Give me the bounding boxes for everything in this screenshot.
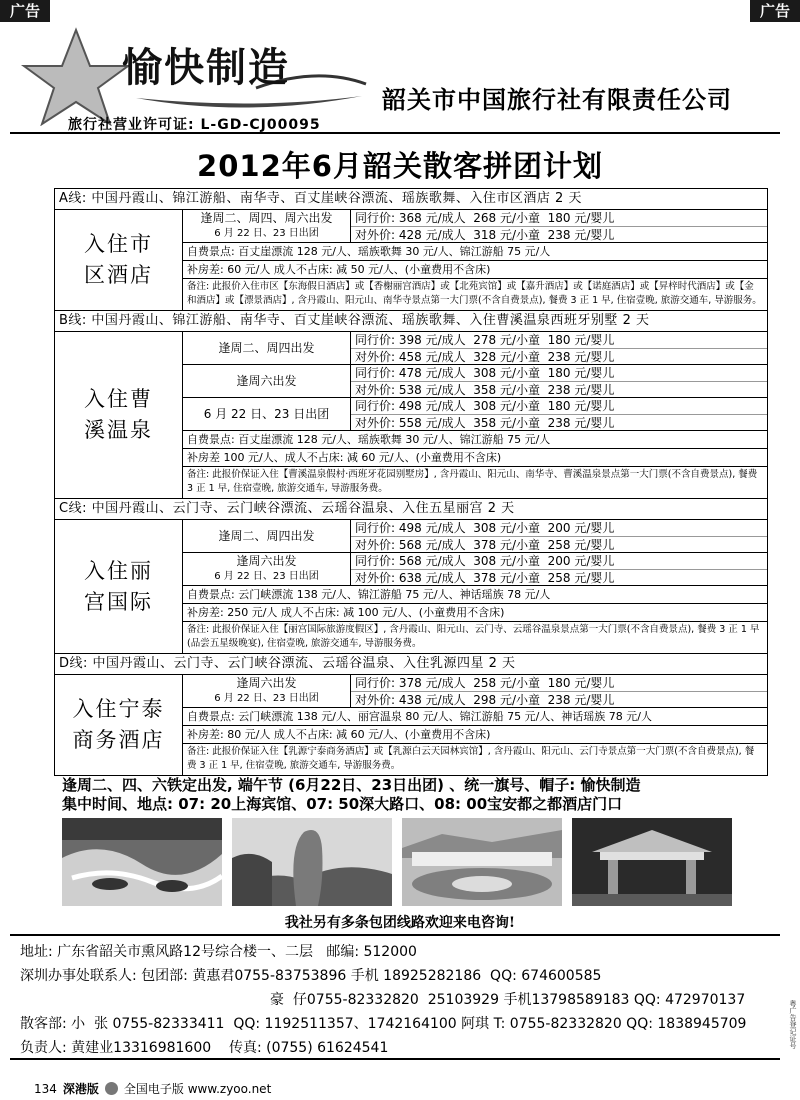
room-supplement: 补房差: 60 元/人 成人不占床: 减 50 元/人、(小童费用不含床): [183, 261, 767, 279]
plan-body: [55, 210, 767, 310]
trade-price-row: 同行价: 498 元/成人 308 元/小童 180 元/婴儿: [355, 399, 615, 413]
plan-route-line: D线: 中国丹霞山、云门寺、云门峡谷漂流、云瑶谷温泉、入住乳源四星 2 天: [55, 654, 767, 675]
departure-days: [183, 675, 351, 707]
haozai-contact-line: 豪 仔0755-82332820 25103929 手机13798589183 QQ: 472970137: [270, 992, 746, 1008]
hotel-label: [55, 210, 183, 310]
plan-note: 备注: 此报价保证入住【丽宫国际旅游度假区】, 含丹霞山、阳元山、云门寺、云瑶谷温泉景点第一大门票(不含自费景点), 餐费 3 正 1 早(品尝五星级晚宴), 住宿壹晚, 旅游交通车, 导游服务费。: [187, 624, 760, 649]
departure-text: 6 月 22 日、23 日出团: [214, 571, 319, 582]
price-group: [183, 365, 767, 398]
retail-price-row: 对外价: 568 元/成人 378 元/小童 258 元/婴儿: [351, 536, 767, 552]
trade-price-row: 同行价: 398 元/成人 278 元/小童 180 元/婴儿: [355, 333, 615, 347]
night-gate-photo: [572, 818, 732, 906]
room-supplement: 补房差: 250 元/人 成人不占床: 减 100 元/人、(小童费用不含床): [183, 604, 767, 622]
hotel-label: [55, 520, 183, 653]
retail-price-row: 对外价: 428 元/成人 318 元/小童 238 元/婴儿: [351, 226, 767, 242]
trade-price-row: 同行价: 498 元/成人 308 元/小童 200 元/婴儿: [355, 521, 615, 535]
manager-contact-line: 负责人: 黄建业13316981600 传真: (0755) 61624541: [20, 1040, 389, 1056]
hotel-label-line: 入住曹: [84, 387, 153, 411]
plan-route-line: A线: 中国丹霞山、锦江游船、南华寺、百丈崖峡谷漂流、瑶族歌舞、入住市区酒店 2 天: [55, 189, 767, 210]
room-supplement: 补房差: 80 元/人 成人不占床: 减 60 元/人、(小童费用不含床): [183, 726, 767, 744]
page-number: 134: [34, 1081, 57, 1096]
departure-info: [62, 776, 641, 814]
departure-days: [183, 332, 351, 364]
retail-price-row: 对外价: 638 元/成人 378 元/小童 258 元/婴儿: [351, 569, 767, 585]
tour-plans-table: [54, 188, 768, 776]
price-group: [183, 553, 767, 586]
price-group: [183, 210, 767, 243]
departure-text: 逢周二、周四出发: [218, 528, 315, 543]
retail-price-row: 对外价: 438 元/成人 298 元/小童 238 元/婴儿: [351, 691, 767, 707]
gathering-line: 集中时间、地点: 07: 20上海宾馆、07: 50深大路口、08: 00宝安都之都酒店门口: [62, 795, 623, 813]
shenzhen-contact-line: 深圳办事处联系人: 包团部: 黄惠君0755-83753896 手机 18925282186 QQ: 674600585: [20, 968, 602, 984]
photo-strip: [62, 818, 734, 906]
page-title: 2012年6月韶关散客拼团计划: [197, 149, 603, 183]
departure-text: 逢周二、周四出发: [218, 340, 315, 355]
hotel-label-line: 入住丽: [84, 558, 153, 583]
sanke-contact-line: 散客部: 小 张 0755-82333411 QQ: 1192511357、1742164100 阿琪 T: 0755-82332820 QQ: 1838945709: [20, 1016, 747, 1032]
departure-text: 逢周二、周四、周六出发: [200, 211, 333, 225]
plan-note: 备注: 此报价入住市区【东海假日酒店】或【香榭丽宫酒店】或【北苑宾馆】或【嘉升酒店】或【诺庭酒店】或【昇梓时代酒店】或【金和酒店】或【漂景酒店】, 含丹霞山、阳元山、南华寺景点第一大门票(不含自费景点), 餐费 3 正 1 早, 住宿壹晚, 旅游交通车, 导游服务。: [187, 281, 762, 306]
trade-price-row: 同行价: 378 元/成人 258 元/小童 180 元/婴儿: [355, 676, 615, 690]
hotel-label: [55, 675, 183, 775]
plan-note: 备注: 此报价保证入住【乳源宁泰商务酒店】或【乳源白云天园林宾馆】, 含丹霞山、阳元山、云门寺景点第一大门票(不含自费景点), 餐费 3 正 1 早, 住宿壹晚, 旅游交通车, 导游服务费。: [187, 746, 755, 771]
trade-price-row: 同行价: 568 元/成人 308 元/小童 200 元/婴儿: [355, 554, 615, 568]
trade-price-row: 同行价: 478 元/成人 308 元/小童 180 元/婴儿: [355, 366, 615, 380]
address-line: 地址: 广东省韶关市熏风路12号综合楼一、二层 邮编: 512000: [20, 944, 417, 960]
plan-body: [55, 520, 767, 653]
edition-label: 深港版: [62, 1082, 99, 1096]
ad-tag-left: 广告: [0, 0, 50, 22]
hotel-label-line: 区酒店: [84, 263, 153, 287]
plan-section: [54, 654, 768, 776]
price-group: [183, 398, 767, 431]
self-pay-attractions: 自费景点: 云门峡漂流 138 元/人、锦江游船 75 元/人、神话瑶族 78 元/人: [183, 586, 767, 604]
self-pay-attractions: 自费景点: 云门峡漂流 138 元/人、丽宫温泉 80 元/人、锦江游船 75 元/人、神话瑶族 78 元/人: [183, 708, 767, 726]
more-routes-banner: 我社另有多条包团线路欢迎来电咨询!: [284, 915, 516, 931]
contact-block: [10, 934, 780, 1060]
company-name: 韶关市中国旅行社有限责任公司: [382, 85, 732, 114]
departure-days: [183, 210, 351, 242]
plan-route-line: B线: 中国丹霞山、锦江游船、南华寺、百丈崖峡谷漂流、瑶族歌舞、入住曹溪温泉西班牙别墅 2 天: [55, 311, 767, 332]
brand-name: 愉快制造: [122, 44, 290, 91]
hotel-label-line: 入住宁泰: [72, 697, 165, 721]
room-supplement: 补房差 100 元/人、成人不占床: 减 60 元/人、(小童费用不含床): [183, 449, 767, 467]
rafting-photo: [62, 818, 222, 906]
hotel-label-line: 宫国际: [84, 589, 153, 614]
hotel-label-line: 入住市: [84, 232, 153, 256]
departure-days: [183, 553, 351, 585]
hotel-label: [55, 332, 183, 498]
price-group: [183, 675, 767, 708]
departure-text: 逢周六出发: [236, 676, 297, 690]
departure-text: 6 月 22 日、23 日出团: [214, 228, 319, 239]
departure-text: 逢周六出发: [236, 373, 297, 388]
danxia-rock-photo: [232, 818, 392, 906]
departure-text: 6 月 22 日、23 日出团: [203, 406, 330, 421]
departure-days: [183, 398, 351, 430]
retail-price-row: 对外价: 458 元/成人 328 元/小童 238 元/婴儿: [351, 348, 767, 364]
departure-text: 逢周六出发: [236, 554, 297, 568]
plan-route-line: C线: 中国丹霞山、云门寺、云门峡谷漂流、云瑶谷温泉、入住五星丽宫 2 天: [55, 499, 767, 520]
header: [10, 22, 780, 134]
license-number: 旅行社营业许可证: L-GD-CJ00095: [68, 117, 321, 133]
plan-note: 备注: 此报价保证入住【曹溪温泉假村·西班牙花园别墅房】, 含丹霞山、阳元山、南华寺、曹溪温泉景点第一大门票(不含自费景点), 餐费 3 正 1 早, 住宿壹晚, 旅游交通车, 导游服务费。: [187, 469, 758, 494]
hotel-label-line: 溪温泉: [84, 418, 153, 442]
plan-section: [54, 499, 768, 654]
departure-text: 6 月 22 日、23 日出团: [214, 693, 319, 704]
side-registration-text: 粤广告登记证号: [789, 1000, 797, 1049]
departure-line: 逢周二、四、六铁定出发, 端午节 (6月22日、23日出团) 、统一旗号、帽子: 愉快制造: [62, 776, 641, 794]
self-pay-attractions: 自费景点: 百丈崖漂流 128 元/人、瑶族歌舞 30 元/人、锦江游船 75 元/人: [183, 243, 767, 261]
site-label: 全国电子版 www.zyoo.net: [123, 1082, 272, 1096]
plan-section: [54, 188, 768, 311]
plan-body: [55, 675, 767, 775]
footer: [34, 1080, 271, 1097]
self-pay-attractions: 自费景点: 百丈崖漂流 128 元/人、瑶族歌舞 30 元/人、锦江游船 75 元/人: [183, 431, 767, 449]
departure-days: [183, 520, 351, 552]
resort-photo: [402, 818, 562, 906]
retail-price-row: 对外价: 558 元/成人 358 元/小童 238 元/婴儿: [351, 414, 767, 430]
hotel-label-line: 商务酒店: [72, 728, 165, 752]
seal-icon: [105, 1082, 118, 1095]
ad-tag-right: 广告: [750, 0, 800, 22]
price-group: [183, 332, 767, 365]
plan-section: [54, 311, 768, 499]
retail-price-row: 对外价: 538 元/成人 358 元/小童 238 元/婴儿: [351, 381, 767, 397]
departure-days: [183, 365, 351, 397]
trade-price-row: 同行价: 368 元/成人 268 元/小童 180 元/婴儿: [355, 211, 615, 225]
price-group: [183, 520, 767, 553]
plan-body: [55, 332, 767, 498]
